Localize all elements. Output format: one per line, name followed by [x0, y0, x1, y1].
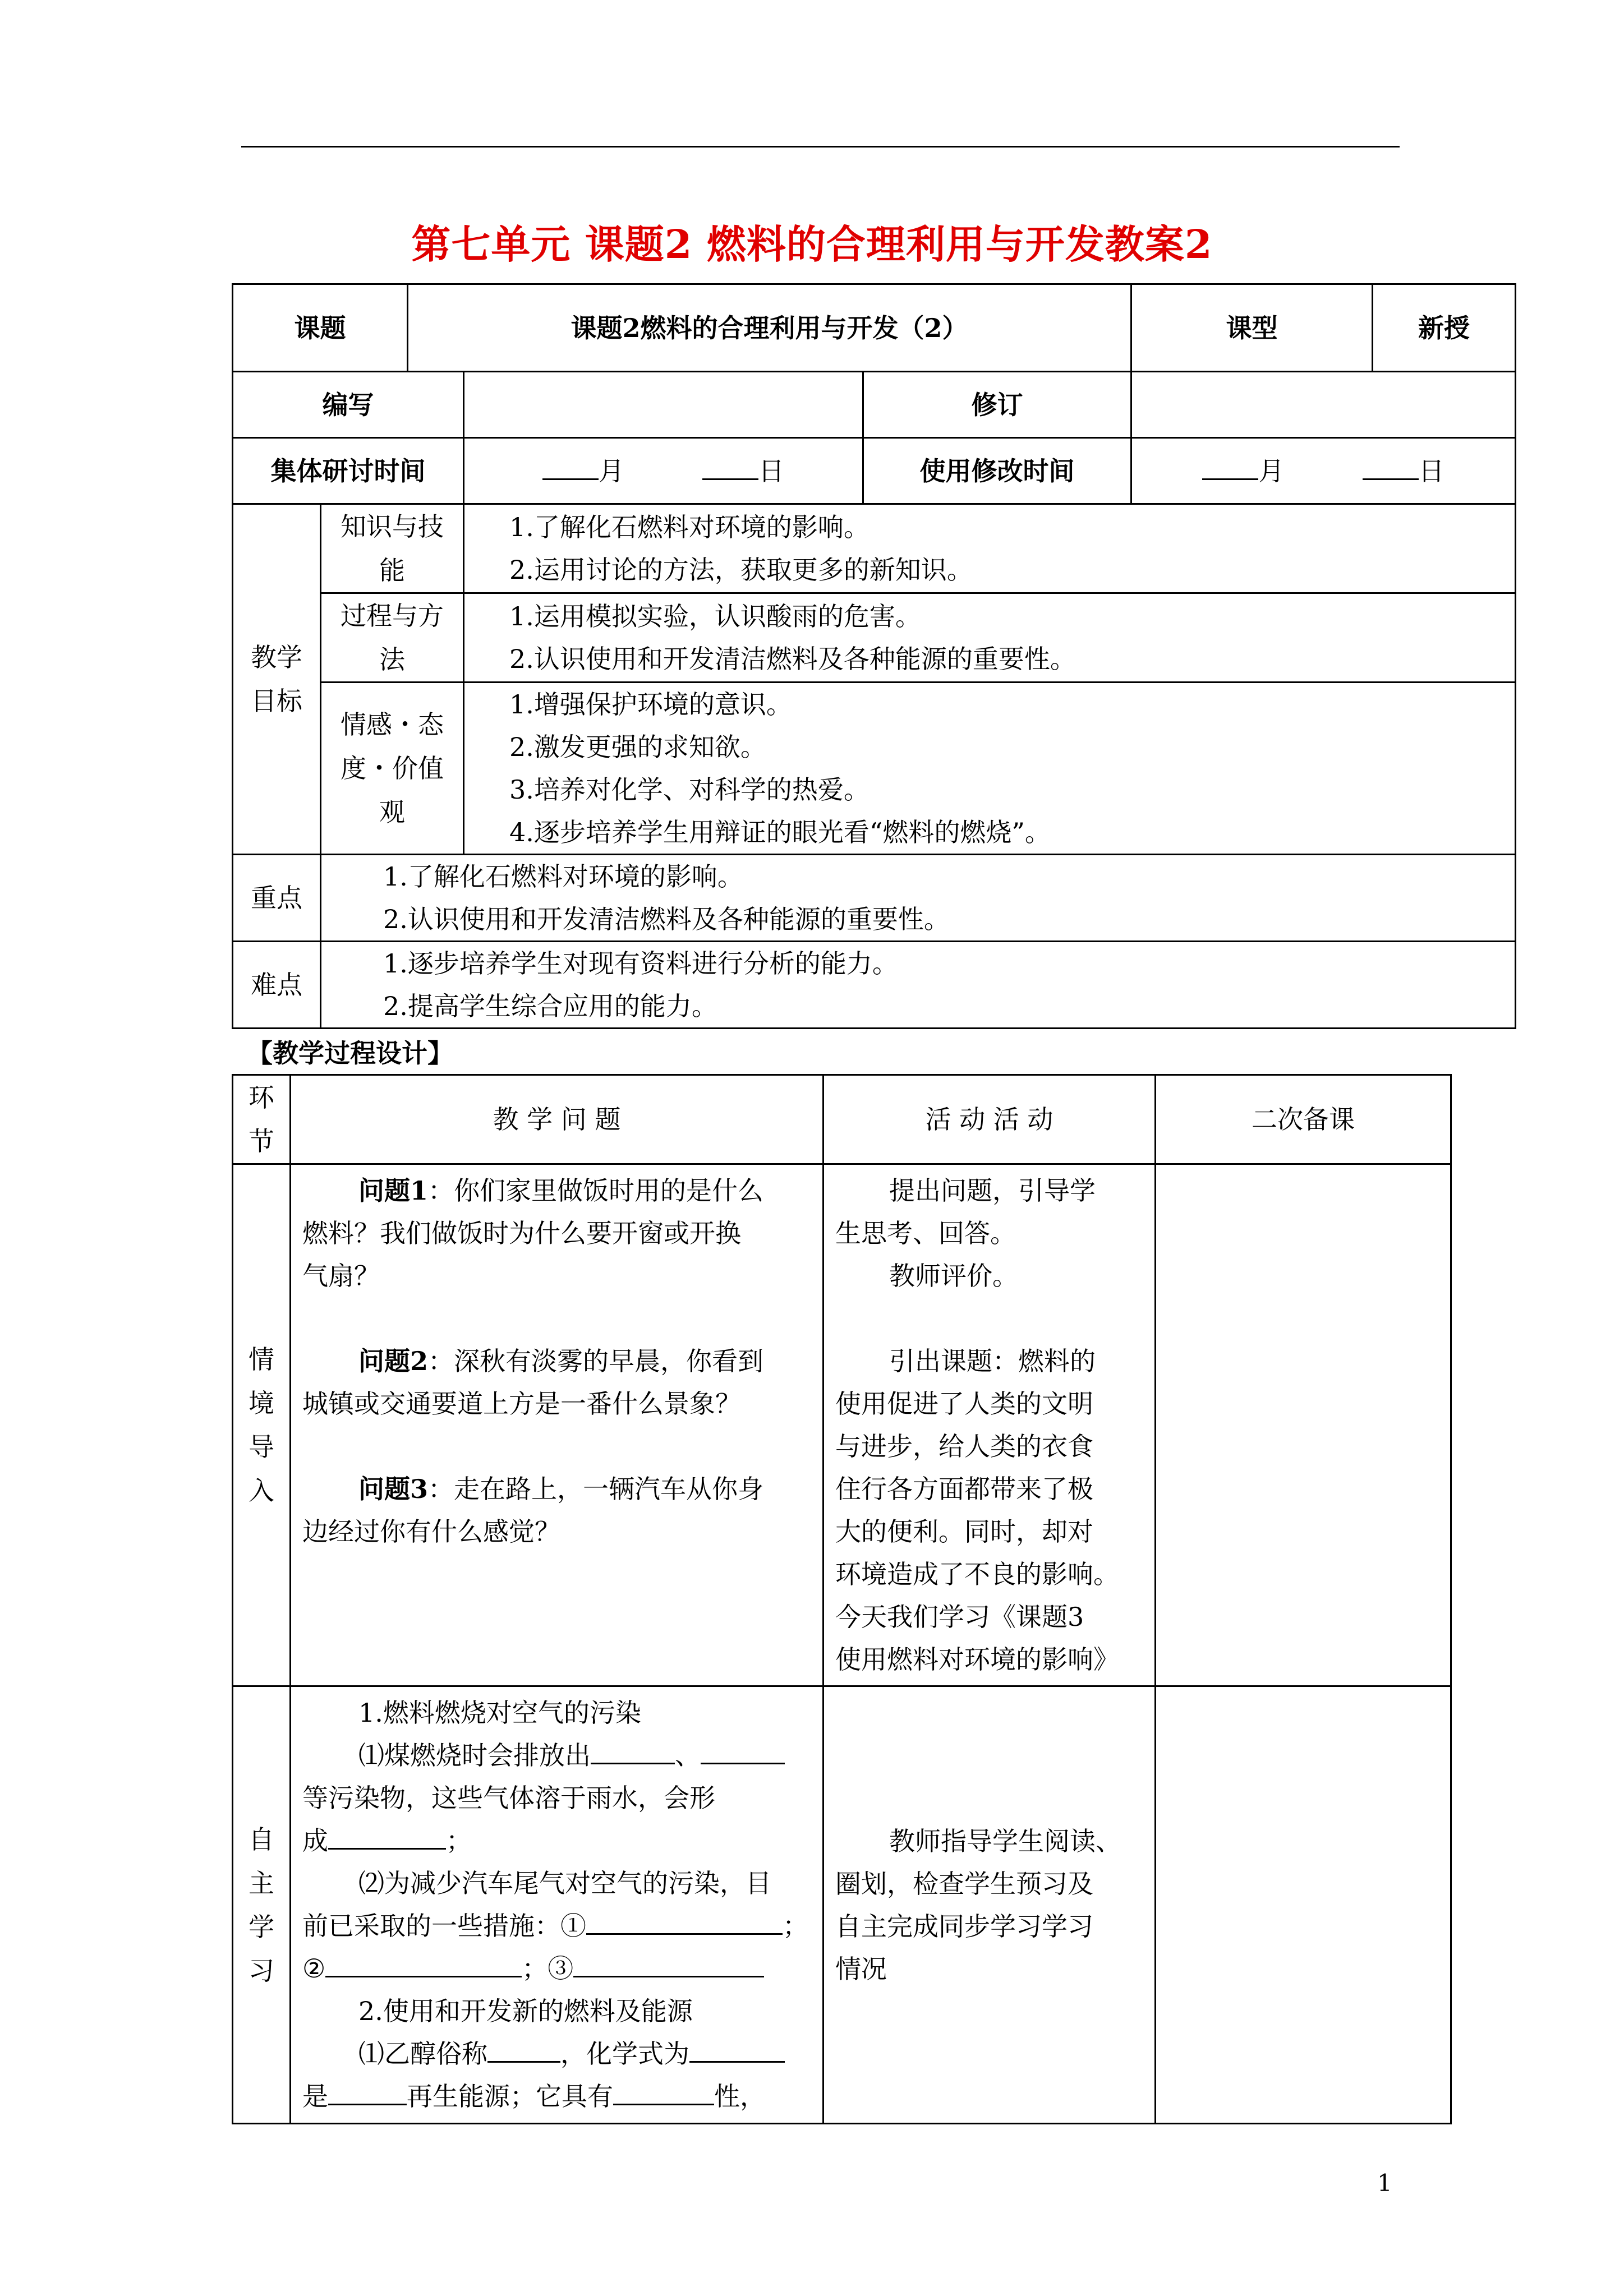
discussion-date — [464, 438, 863, 504]
header-notes: 二次备课 — [1156, 1075, 1451, 1164]
topic-value: 课题2燃料的合理利用与开发（2） — [408, 284, 1131, 372]
process-section-label: 【教学过程设计】 — [247, 1038, 453, 1068]
header-rule — [241, 146, 1400, 147]
teaching-process-table — [232, 1074, 1452, 2124]
objectives-label: 教学 目标 — [233, 504, 321, 855]
difficult-points-items: 1.逐步培养学生对现有资料进行分析的能力。 2.提高学生综合应用的能力。 — [321, 942, 1516, 1029]
month-label: 月 — [598, 455, 624, 486]
emotion-items: 1.增强保护环境的意识。 2.激发更强的求知欲。 3.培养对化学、对科学的热爱。 4.逐步培养学生用辩证的眼光看“燃料的燃烧”。 — [464, 683, 1516, 855]
label-author: 编写 — [233, 372, 464, 438]
type-value: 新授 — [1373, 284, 1516, 372]
label-discussion-time: 集体研讨时间 — [233, 438, 464, 504]
key-points-items: 1.了解化石燃料对环境的影响。 2.认识使用和开发清洁燃料及各种能源的重要性。 — [321, 855, 1516, 942]
difficult-points-label: 难点 — [233, 942, 321, 1029]
intro-notes — [1156, 1164, 1451, 1686]
month-label-2: 月 — [1258, 455, 1285, 486]
author-value — [464, 372, 863, 438]
intro-activity: 提出问题，引导学 生思考、回答。 教师评价。 引出课题：燃料的 使用促进了人类的文明 与进步，给人类的衣食 住行各方面都带来了极 大的便利。同时，却对 环境造成了不良的影响。 今天我们学习《课题3 使用燃料对环境的影响》 — [823, 1164, 1156, 1686]
day-label: 日 — [758, 455, 785, 486]
header-activity: 活 动 活 动 — [823, 1075, 1156, 1164]
self-study-content: 1.燃料燃烧对空气的污染 ⑴煤燃烧时会排放出 、 等污染物，这些气体溶于雨水，会形 成 ； ⑵为减少汽车尾气对空气的污染，目 前已采取的一些措施：① ； ② ；③ 2.使用和开发新的燃料及能源 ⑴乙醇俗称 ，化学式为 是 再生能源；它具有 性， — [291, 1686, 823, 2124]
self-study-notes — [1156, 1686, 1451, 2124]
label-use-time: 使用修改时间 — [863, 438, 1131, 504]
header-stage: 环 节 — [233, 1075, 291, 1164]
self-study-activity: 教师指导学生阅读、 圈划，检查学生预习及 自主完成同步学习学习 情况 — [823, 1686, 1156, 2124]
label-topic: 课题 — [233, 284, 408, 372]
stage-intro: 情 境 导 入 — [233, 1164, 291, 1686]
use-date — [1131, 438, 1516, 504]
key-points-label: 重点 — [233, 855, 321, 942]
header-question: 教 学 问 题 — [291, 1075, 823, 1164]
label-revise: 修订 — [863, 372, 1131, 438]
knowledge-items: 1.了解化石燃料对环境的影响。 2.运用讨论的方法，获取更多的新知识。 — [464, 504, 1516, 593]
intro-questions: 问题1：你们家里做饭时用的是什么 燃料？我们做饭时为什么要开窗或开换 气扇？ 问题2：深秋有淡雾的早晨，你看到 城镇或交通要道上方是一番什么景象？ 问题3：走在路上，一辆汽车从你身 边经过你有什么感觉？ — [291, 1164, 823, 1686]
document-title: 第七单元 课题2 燃料的合理利用与开发教案2 — [411, 221, 1213, 268]
label-type: 课型 — [1131, 284, 1373, 372]
process-label: 过程与方 法 — [321, 593, 464, 683]
stage-self-study: 自 主 学 习 — [233, 1686, 291, 2124]
revise-value — [1131, 372, 1516, 438]
knowledge-label: 知识与技 能 — [321, 504, 464, 593]
lesson-info-table — [232, 283, 1516, 1029]
day-label-2: 日 — [1418, 455, 1444, 486]
process-items: 1.运用模拟实验，认识酸雨的危害。 2.认识使用和开发清洁燃料及各种能源的重要性。 — [464, 593, 1516, 683]
page-number: 1 — [1377, 2169, 1392, 2197]
emotion-label: 情感・态 度・价值 观 — [321, 683, 464, 855]
